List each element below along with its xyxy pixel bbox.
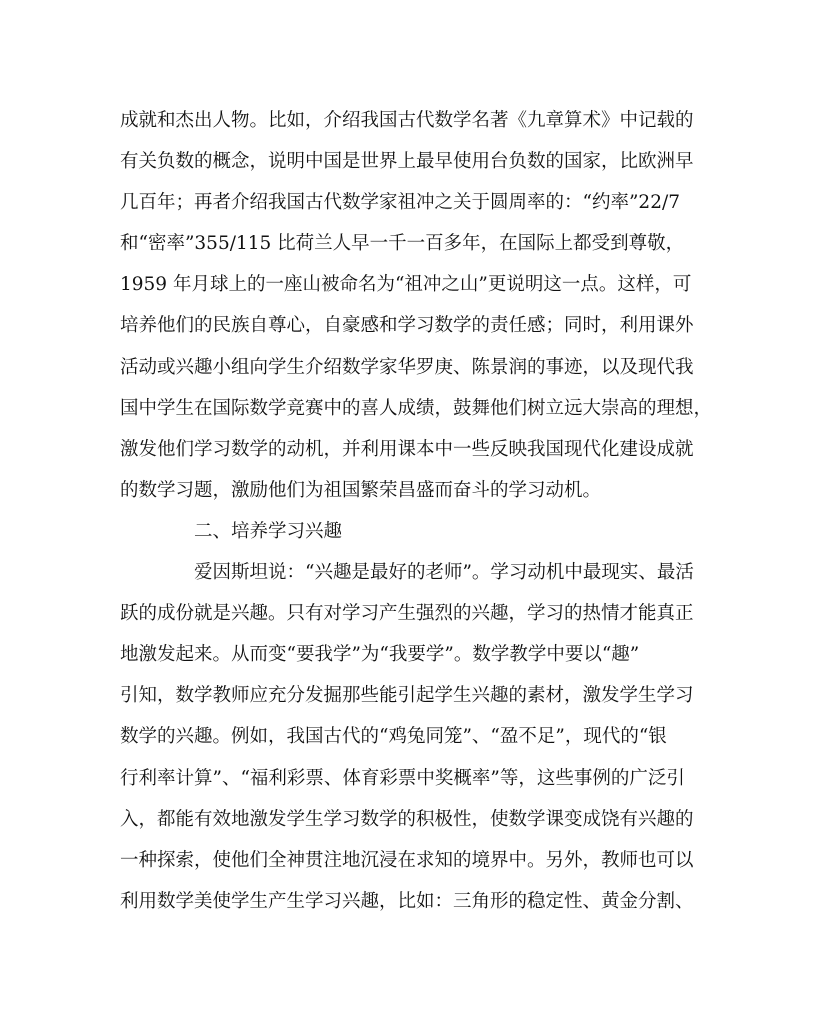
text-line-15: 引知，数学教师应充分发掘那些能引起学生兴趣的素材，激发学生学习: [120, 685, 694, 707]
text-line-14: 地激发起来。从而变“要我学”为“我要学”。数学教学中要以“趣”: [120, 644, 640, 666]
text-line-20: 利用数学美使学生产生学习兴趣，比如：三角形的稳定性、黄金分割、: [120, 890, 694, 912]
text-line-4: 和“密率”355/115 比荷兰人早一千一百多年，在国际上都受到尊敬，: [120, 233, 685, 255]
text-line-17: 行利率计算”、“福利彩票、体育彩票中奖概率”等，这些事例的广泛引: [120, 767, 685, 789]
paragraph-first-line: 爱因斯坦说：“兴趣是最好的老师”。学习动机中最现实、最活: [194, 562, 694, 584]
text-line-9: 激发他们学习数学的动机，并利用课本中一些反映我国现代化建设成就: [120, 438, 694, 460]
text-line-7: 活动或兴趣小组向学生介绍数学家华罗庚、陈景润的事迹，以及现代我: [120, 356, 694, 378]
text-line-3: 几百年；再者介绍我国古代数学家祖冲之关于圆周率的：“约率”22/7: [120, 192, 680, 214]
document-body: [120, 100, 713, 922]
text-line-16: 数学的兴趣。例如，我国古代的“鸡兔同笼”、“盈不足”，现代的“银: [120, 726, 667, 748]
text-line-18: 入，都能有效地激发学生学习数学的积极性，使数学课变成饶有兴趣的: [120, 808, 694, 830]
text-line-2: 有关负数的概念，说明中国是世界上最早使用台负数的国家，比欧洲早: [120, 151, 694, 173]
section-heading: 二、培养学习兴趣: [194, 520, 343, 542]
text-line-6: 培养他们的民族自尊心，自豪感和学习数学的责任感；同时，利用课外: [120, 315, 694, 337]
text-line-1: 成就和杰出人物。比如，介绍我国古代数学名著《九章算术》中记载的: [120, 110, 694, 131]
text-line-5: 1959 年月球上的一座山被命名为“祖冲之山”更说明这一点。这样，可: [120, 274, 692, 296]
text-line-8: 国中学生在国际数学竞赛中的喜人成绩，鼓舞他们树立远大崇高的理想，: [120, 397, 713, 419]
text-line-13: 跃的成份就是兴趣。只有对学习产生强烈的兴趣，学习的热情才能真正: [120, 603, 694, 625]
text-line-19: 一种探索，使他们全神贯注地沉浸在求知的境界中。另外，教师也可以: [120, 849, 694, 871]
text-line-10: 的数学习题，激励他们为祖国繁荣昌盛而奋斗的学习动机。: [120, 479, 602, 501]
